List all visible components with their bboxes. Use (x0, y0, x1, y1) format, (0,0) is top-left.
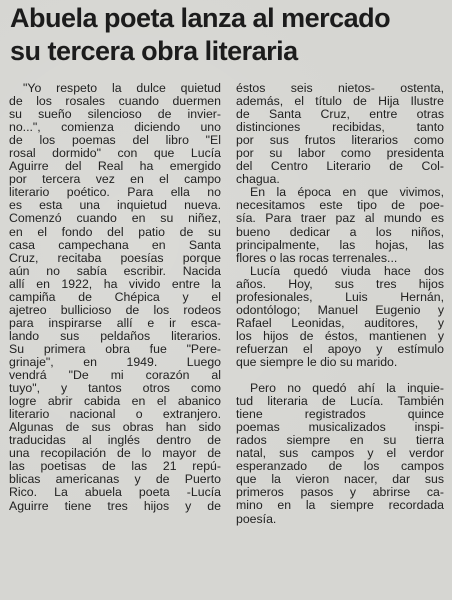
text-line: distinciones recibidas, tanto (236, 120, 444, 135)
headline (10, 2, 446, 68)
headline-line-1: Abuela poeta lanza al mercado (10, 3, 391, 33)
text-line: rados siempre en su tierra (236, 433, 444, 448)
text-line: chagua. (236, 172, 280, 187)
text-line: En la época en que vivimos, (250, 185, 444, 200)
text-line: una recopilación de lo mayor de (9, 446, 221, 461)
text-line: Rafael Leonidas, auditores, y (236, 315, 444, 330)
text-line: del Centro Literario de Col- (236, 159, 444, 174)
text-line: principalmente, las hojas, las (236, 237, 444, 252)
text-line: por su labor como presidenta (236, 146, 444, 161)
text-line: por tercera vez en el campo (9, 172, 221, 187)
text-line: de los rosales cuando duermen (9, 94, 221, 109)
text-line: de Santa Cruz, entre otras (236, 107, 444, 122)
article-paragraph (236, 186, 444, 264)
text-line: Su primera obra fue "Pere- (9, 341, 221, 356)
text-line: en el fondo del patio de su (9, 224, 221, 239)
text-line: flores o las rocas terrenales... (236, 250, 398, 265)
text-line: que la vieron nacer, dar sus (236, 472, 444, 487)
text-line: Aguirre del Real ha emergido (9, 159, 221, 174)
text-line: lando sus peldaños literarios. (9, 328, 221, 343)
text-line: rosal dormido" con que Lucía (9, 146, 221, 161)
text-line: poemas musicalizados inspi- (236, 420, 444, 435)
headline-line-2: su tercera obra literaria (10, 36, 298, 66)
text-line: literario nacional o extranjero. (9, 407, 221, 422)
text-line: traducidas al inglés dentro de (9, 433, 221, 448)
text-line: esperanzado de los campos (236, 459, 444, 474)
text-line: casa campechana en Santa (9, 237, 221, 252)
text-line: los hijos de éstos, mantienen y (236, 328, 444, 343)
text-line: tiene registrados quince (236, 407, 444, 422)
text-line: grinaje", en 1949. Luego (9, 354, 221, 369)
text-line: Pero no quedó ahí la inquie- (250, 381, 444, 396)
text-line: no...", comienza diciendo uno (9, 120, 221, 135)
text-line: Comenzó cuando en su niñez, (9, 211, 221, 226)
article-paragraph (236, 265, 444, 369)
text-line: tud literaria de Lucía. También (236, 394, 444, 409)
text-line: Aguirre tiene tres hijos y de (9, 498, 221, 513)
text-line: aún no sabía escribir. Nacida (9, 263, 221, 278)
right-column (236, 82, 444, 526)
text-line: tuyo", y tantos otros como (9, 381, 221, 396)
text-line: "Yo respeto la dulce quietud (23, 81, 221, 95)
text-line: además, el título de Hija Ilustre (236, 94, 444, 109)
text-line: para inspirarse allí e ir esca- (9, 315, 221, 330)
text-line: primeros pasos y abrirse ca- (236, 485, 444, 500)
text-line: que siempre le dio su marido. (236, 354, 398, 369)
text-line: es esta una inquietud nueva. (9, 198, 221, 213)
text-line: blicas americanas y de Puerto (9, 472, 221, 487)
text-line: Lucía quedó viuda hace dos (250, 263, 444, 278)
text-line: Cruz, recitaba poesías porque (9, 250, 221, 265)
left-column (9, 82, 221, 513)
text-line: éstos seis nietos- ostenta, (236, 81, 444, 95)
text-line: allí en 1922, ha vivido entre la (9, 276, 221, 291)
text-line: literario poético. Para ella no (9, 185, 221, 200)
text-line: ajetreo bullicioso de los rodeos (9, 302, 221, 317)
article-paragraph (236, 82, 444, 186)
text-line: por sus frutos literarios como (236, 133, 444, 148)
text-line: natal, sus campos y el verdor (236, 446, 444, 461)
text-line: Algunas de sus obras han sido (9, 420, 221, 435)
article-paragraph (9, 82, 221, 513)
text-line: mino en la siempre recordada (236, 498, 444, 513)
text-line: refuerzan el apoyo y estímulo (236, 341, 444, 356)
text-line: necesitamos este tipo de poe- (236, 198, 444, 213)
text-line: Rico. La abuela poeta -Lucía (9, 485, 221, 500)
text-line: vendrá "De mi corazón al (9, 368, 221, 383)
text-line: profesionales, Luis Hernán, (236, 289, 444, 304)
text-line: sía. Para traer paz al mundo es (236, 211, 444, 226)
text-line: logre abrir cabida en el abanico (9, 394, 221, 409)
text-line: bueno dedicar a los niños, (236, 224, 444, 239)
text-line: de los poemas del libro "El (9, 133, 221, 148)
article-paragraph (236, 382, 444, 526)
text-line: odontólogo; Manuel Eugenio y (236, 302, 444, 317)
text-line: años. Hoy, sus tres hijos (236, 276, 444, 291)
text-line: campiña de Chépica y el (9, 289, 221, 304)
text-line: su sueño silencioso de invier- (9, 107, 221, 122)
text-line: las poetisas de las 21 repú- (9, 459, 221, 474)
text-line: poesía. (236, 511, 277, 526)
